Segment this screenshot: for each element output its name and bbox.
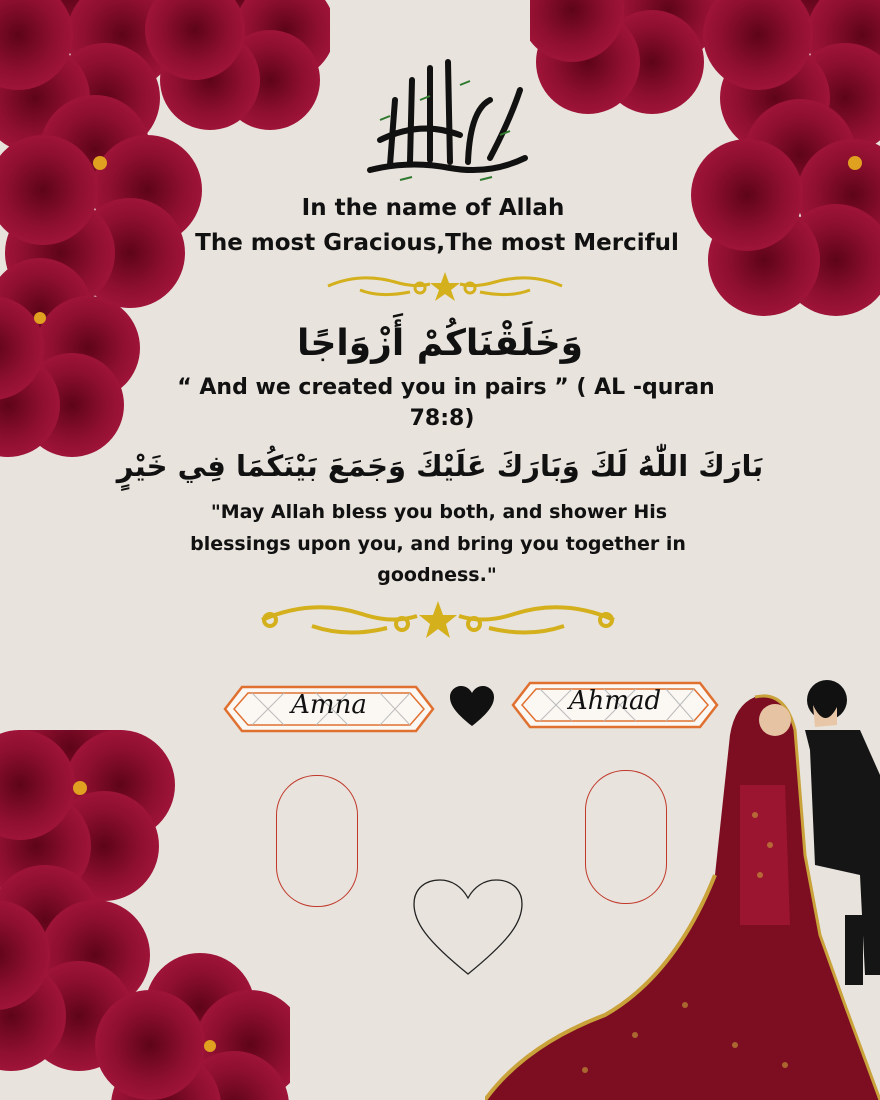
- bride-name: Amna: [291, 690, 367, 720]
- dua-arabic: بَارَكَ اللّٰهُ لَكَ وَبَارَكَ عَلَيْكَ وَجَمَعَ بَيْنَكُمَا فِي خَيْرٍ: [116, 449, 764, 483]
- couple-illustration: [485, 675, 880, 1100]
- gold-ornament-divider-bottom: [252, 598, 624, 644]
- heading-line-2: The most Gracious,The most Merciful: [195, 230, 679, 256]
- flower-top-right: [530, 0, 880, 330]
- bismillah-calligraphy: [350, 40, 540, 190]
- gold-ornament-divider-top: [320, 268, 570, 304]
- dua-translation-line-3: goodness.": [377, 564, 497, 586]
- bride-name-frame: [222, 684, 436, 734]
- bride-photo-frame[interactable]: [276, 775, 358, 907]
- verse-arabic: وَخَلَقْنَاكُمْ أَزْوَاجًا: [296, 323, 584, 364]
- verse-translation-line-1: “ And we created you in pairs ” ( AL -quran: [177, 375, 715, 400]
- verse-translation-line-2: 78:8): [409, 406, 475, 431]
- heading-line-1: In the name of Allah: [301, 195, 565, 221]
- dua-translation-line-2: blessings upon you, and bring you together in: [190, 533, 686, 555]
- groom-name: Ahmad: [568, 686, 662, 716]
- flower-bottom-left: [0, 730, 290, 1100]
- dua-translation-line-1: "May Allah bless you both, and shower His: [210, 501, 668, 523]
